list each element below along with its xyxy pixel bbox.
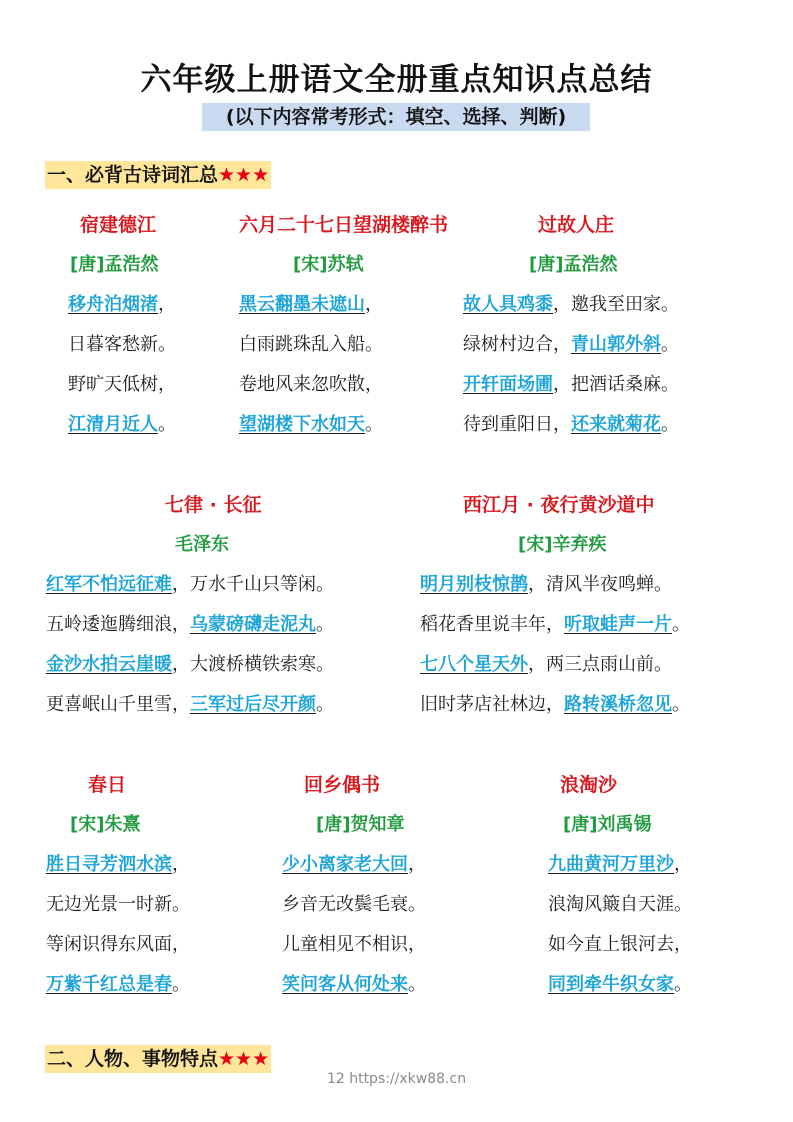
poem-line	[463, 410, 679, 436]
poem-text: 。	[158, 414, 176, 435]
poem-line	[463, 370, 679, 396]
poem-text: ，	[674, 854, 692, 875]
poem-line	[420, 650, 672, 676]
section-heading-characters	[45, 1045, 271, 1073]
fill-blank-answer: 胜日寻芳泗水滨	[46, 854, 172, 875]
poem-line	[68, 410, 176, 436]
poem-author: [唐]刘禹锡	[563, 814, 652, 835]
poem-line	[46, 690, 334, 716]
poem-text: 。	[672, 614, 690, 635]
poem-text: 野旷天低树，	[68, 374, 176, 395]
fill-blank-answer: 七八个星天外	[420, 654, 528, 675]
poem-title: 春日	[88, 774, 127, 796]
poem-line	[46, 850, 190, 876]
poem-line	[68, 290, 176, 316]
poem-text: 。	[672, 694, 690, 715]
poem-line	[282, 970, 426, 996]
section-heading-poems	[45, 161, 271, 189]
poem-line	[46, 930, 190, 956]
fill-blank-answer: 金沙水拍云崖暖	[46, 654, 172, 675]
poem-line	[463, 330, 679, 356]
poem-line	[463, 290, 679, 316]
poem-title: 六月二十七日望湖楼醉书	[239, 214, 449, 236]
fill-blank-answer: 红军不怕远征难	[46, 574, 172, 595]
poem-text: 绿树村边合，	[463, 334, 571, 355]
poem-text: 。	[408, 974, 426, 995]
poem-text: 。	[172, 974, 190, 995]
fill-blank-answer: 同到牵牛织女家	[548, 974, 674, 995]
poem-text: 白雨跳珠乱入船。	[239, 334, 383, 355]
poem-line	[548, 890, 692, 916]
poem-text: ，	[408, 854, 426, 875]
poem-line	[46, 970, 190, 996]
poem-title: 回乡偶书	[304, 774, 381, 796]
poem-line	[239, 410, 383, 436]
poem-author: [唐]贺知章	[316, 814, 405, 835]
fill-blank-answer: 明月别枝惊鹊	[420, 574, 528, 595]
poem-text: ，	[172, 854, 190, 875]
poem-text: 稻花香里说丰年，	[420, 614, 564, 635]
poem-line	[239, 330, 383, 356]
poem-text: 乡音无改鬓毛衰。	[282, 894, 426, 915]
fill-blank-answer: 移舟泊烟渚	[68, 294, 158, 315]
page-subtitle: (以下内容常考形式：填空、选择、判断)	[202, 103, 590, 131]
poem-line	[420, 690, 690, 716]
poem-title: 七律 · 长征	[165, 494, 262, 516]
poem-text: 。	[316, 614, 334, 635]
fill-blank-answer: 路转溪桥忽见	[564, 694, 672, 715]
fill-blank-answer: 笑问客从何处来	[282, 974, 408, 995]
fill-blank-answer: 开轩面场圃	[463, 374, 553, 395]
poem-line	[282, 850, 426, 876]
fill-blank-answer: 望湖楼下水如天	[239, 414, 365, 435]
poem-title: 过故人庄	[538, 214, 615, 236]
poem-text: 更喜岷山千里雪，	[46, 694, 190, 715]
fill-blank-answer: 黑云翻墨未遮山	[239, 294, 365, 315]
poem-line	[46, 610, 334, 636]
poem-text: ，大渡桥横铁索寒。	[172, 654, 334, 675]
fill-blank-answer: 九曲黄河万里沙	[548, 854, 674, 875]
poem-line	[46, 890, 190, 916]
poem-line	[548, 850, 692, 876]
poem-line	[548, 970, 692, 996]
poem-text: 如今直上银河去，	[548, 934, 692, 955]
poem-author: [宋]辛弃疾	[518, 534, 607, 555]
poem-text: 。	[661, 414, 679, 435]
poem-text: ，万水千山只等闲。	[172, 574, 334, 595]
poem-text: 旧时茅店社林边，	[420, 694, 564, 715]
poem-text: 无边光景一时新。	[46, 894, 190, 915]
poem-text: 五岭逶迤腾细浪，	[46, 614, 190, 635]
fill-blank-answer: 江清月近人	[68, 414, 158, 435]
poem-text: ，	[158, 294, 176, 315]
star-rating-icon: ★★★	[218, 164, 270, 186]
poem-line	[46, 650, 334, 676]
poem-text: 。	[365, 414, 383, 435]
page-title: 六年级上册语文全册重点知识点总结	[140, 62, 653, 98]
poem-author: [唐]孟浩然	[70, 254, 159, 275]
poem-text: ，把酒话桑麻。	[553, 374, 679, 395]
poem-text: 待到重阳日，	[463, 414, 571, 435]
fill-blank-answer: 万紫千红总是春	[46, 974, 172, 995]
fill-blank-answer: 少小离家老大回	[282, 854, 408, 875]
poem-line	[239, 290, 383, 316]
poem-text: 卷地风来忽吹散，	[239, 374, 383, 395]
fill-blank-answer: 故人具鸡黍	[463, 294, 553, 315]
poem-text: 等闲识得东风面，	[46, 934, 190, 955]
poem-text: ，清风半夜鸣蝉。	[528, 574, 672, 595]
poem-title: 浪淘沙	[560, 774, 618, 796]
poem-text: 。	[674, 974, 692, 995]
poem-line	[68, 330, 176, 356]
page-footer: 12 https://xkw88.cn	[326, 1071, 467, 1087]
poem-author: 毛泽东	[175, 534, 229, 555]
poem-text: 儿童相见不相识，	[282, 934, 426, 955]
section-label: 二、人物、事物特点	[47, 1048, 219, 1070]
fill-blank-answer: 乌蒙磅礴走泥丸	[190, 614, 316, 635]
fill-blank-answer: 还来就菊花	[571, 414, 661, 435]
poem-text: 。	[661, 334, 679, 355]
star-rating-icon: ★★★	[218, 1048, 270, 1070]
poem-text: ，邀我至田家。	[553, 294, 679, 315]
fill-blank-answer: 听取蛙声一片	[564, 614, 672, 635]
poem-line	[282, 930, 426, 956]
poem-line	[68, 370, 176, 396]
poem-line	[548, 930, 692, 956]
poem-text: ，两三点雨山前。	[528, 654, 672, 675]
poem-line	[46, 570, 334, 596]
poem-line	[239, 370, 383, 396]
fill-blank-answer: 青山郭外斜	[571, 334, 661, 355]
poem-text: ，	[365, 294, 383, 315]
poem-line	[282, 890, 426, 916]
poem-text: 日暮客愁新。	[68, 334, 176, 355]
poem-text: 浪淘风簸自天涯。	[548, 894, 692, 915]
poem-line	[420, 610, 690, 636]
poem-author: [宋]苏轼	[293, 254, 364, 275]
poem-line	[420, 570, 672, 596]
poem-text: 。	[316, 694, 334, 715]
poem-author: [唐]孟浩然	[529, 254, 618, 275]
poem-title: 宿建德江	[80, 214, 157, 236]
poem-author: [宋]朱熹	[70, 814, 141, 835]
fill-blank-answer: 三军过后尽开颜	[190, 694, 316, 715]
section-label: 一、必背古诗词汇总	[47, 164, 219, 186]
poem-title: 西江月 · 夜行黄沙道中	[463, 494, 655, 516]
